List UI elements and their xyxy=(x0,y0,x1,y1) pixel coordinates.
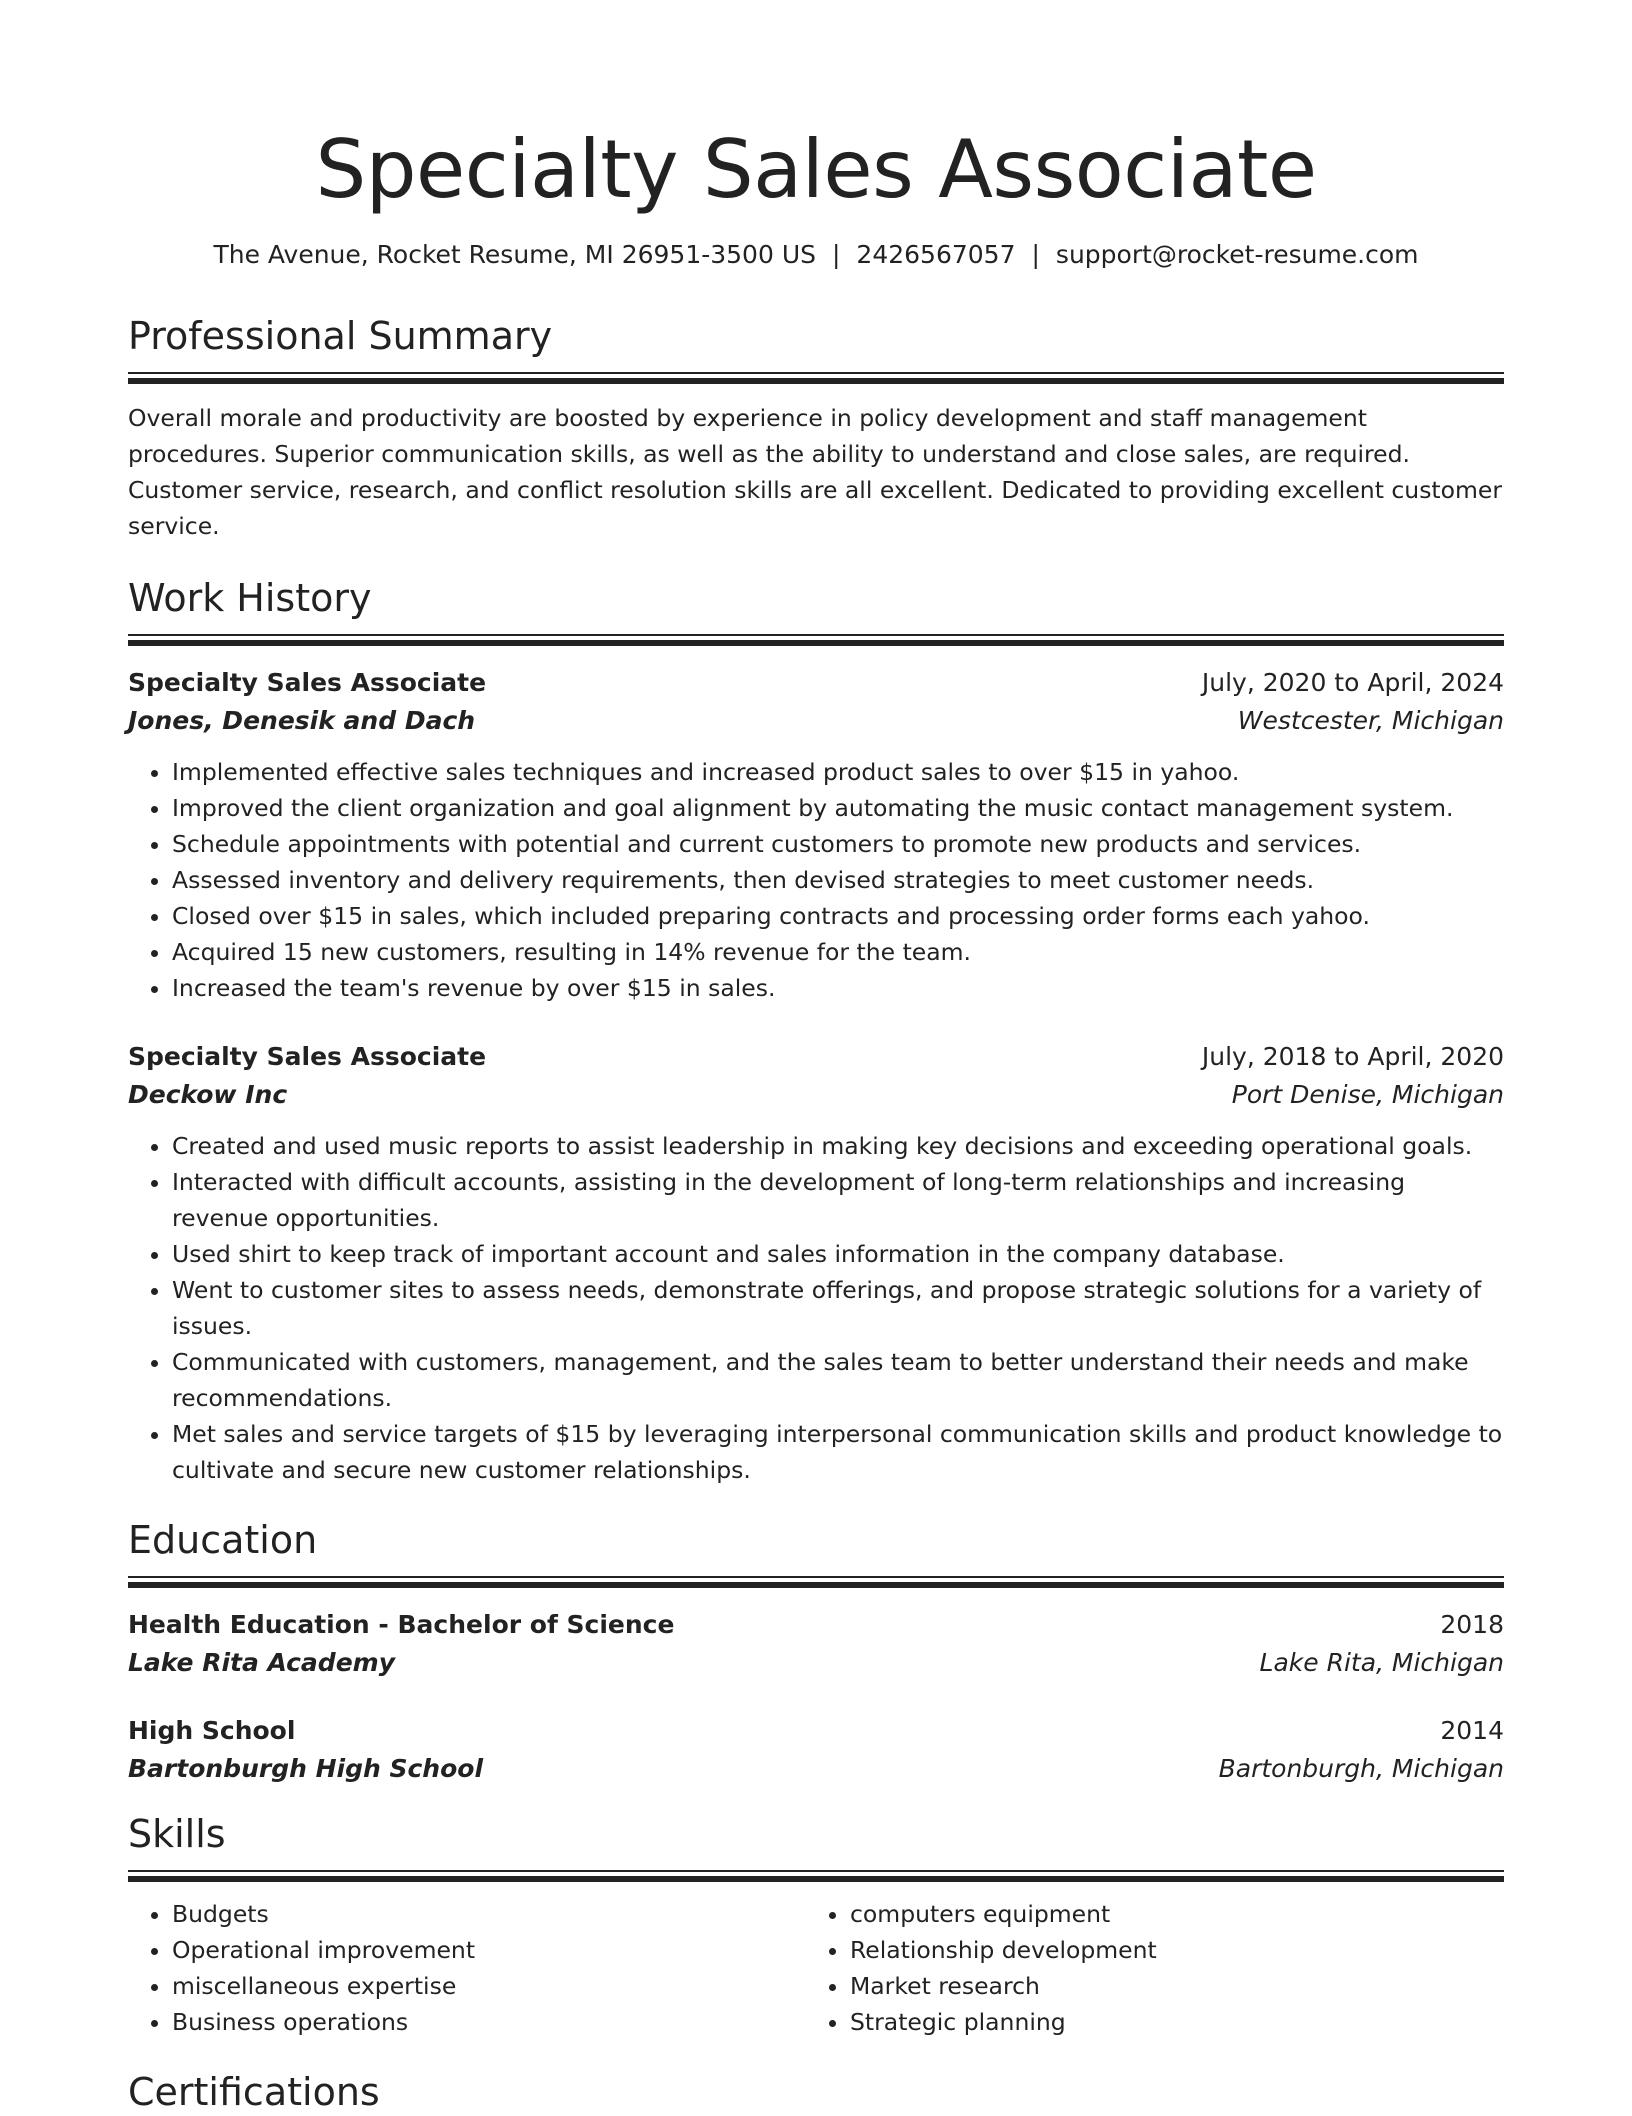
skill-item: • Operational improvement xyxy=(172,1932,806,1968)
skill-item: • Budgets xyxy=(172,1896,806,1932)
job-company-row xyxy=(128,1076,1504,1114)
section-rule xyxy=(128,1870,1504,1882)
job-bullet: • Assessed inventory and delivery requirements, then devised strategies to meet customer needs. xyxy=(172,862,1504,898)
education-section xyxy=(128,1516,1504,1788)
job-header-row xyxy=(128,664,1504,702)
section-title-education: Education xyxy=(128,1518,318,1562)
skill-item: • Business operations xyxy=(172,2004,806,2040)
skills-column-left xyxy=(128,1896,806,2040)
certifications-section xyxy=(128,2068,1504,2116)
education-location: Lake Rita, Michigan xyxy=(1259,1648,1504,1677)
resume-page xyxy=(128,0,1504,2116)
job-bullet: • Implemented effective sales techniques and increased product sales to over $15 in yahoo. xyxy=(172,754,1504,790)
education-school-row xyxy=(128,1644,1504,1682)
contact-email[interactable]: support@rocket-resume.com xyxy=(1055,240,1419,269)
contact-separator: | xyxy=(1031,240,1040,269)
education-entry xyxy=(128,1712,1504,1788)
education-year: 2018 xyxy=(1440,1610,1504,1639)
job-bullet: • Acquired 15 new customers, resulting in 14% revenue for the team. xyxy=(172,934,1504,970)
contact-line xyxy=(128,238,1504,272)
contact-phone: 2426567057 xyxy=(856,240,1016,269)
education-degree: High School xyxy=(128,1716,296,1745)
skill-item: • miscellaneous expertise xyxy=(172,1968,806,2004)
contact-address: The Avenue, Rocket Resume, MI 26951-3500 US xyxy=(213,240,816,269)
section-title-summary: Professional Summary xyxy=(128,314,553,358)
skills-column-right xyxy=(806,1896,1484,2040)
skill-item: • computers equipment xyxy=(850,1896,1484,1932)
education-degree: Health Education - Bachelor of Science xyxy=(128,1610,675,1639)
job-title: Specialty Sales Associate xyxy=(128,1042,487,1071)
job-location: Port Denise, Michigan xyxy=(1231,1080,1504,1109)
skill-item: • Market research xyxy=(850,1968,1484,2004)
job-bullet: • Improved the client organization and goal alignment by automating the music contact management system. xyxy=(172,790,1504,826)
summary-section xyxy=(128,312,1504,544)
resume-name: Specialty Sales Associate xyxy=(315,123,1317,216)
section-title-skills: Skills xyxy=(128,1812,226,1856)
job-entry xyxy=(128,664,1504,1006)
job-dates: July, 2018 to April, 2020 xyxy=(1201,1042,1504,1071)
job-location: Westcester, Michigan xyxy=(1237,706,1504,735)
job-bullet: • Interacted with difficult accounts, assisting in the development of long-term relationships and increasing revenue opportunities. xyxy=(172,1164,1504,1236)
summary-text: Overall morale and productivity are boosted by experience in policy development and staff management procedures. Superior communication skills, as well as the ability to understand and close sales, are required. Customer service, research, and conflict resolution skills are all excellent. Dedicated to providing excellent customer service. xyxy=(128,404,1503,540)
education-year: 2014 xyxy=(1440,1716,1504,1745)
education-header-row xyxy=(128,1606,1504,1644)
job-bullets xyxy=(128,1128,1504,1488)
job-bullets xyxy=(128,754,1504,1006)
section-rule xyxy=(128,634,1504,646)
job-company-row xyxy=(128,702,1504,740)
job-bullet: • Met sales and service targets of $15 by leveraging interpersonal communication skills and product knowledge to cultivate and secure new customer relationships. xyxy=(172,1416,1504,1488)
job-bullet: • Used shirt to keep track of important account and sales information in the company database. xyxy=(172,1236,1504,1272)
skill-item: • Strategic planning xyxy=(850,2004,1484,2040)
job-bullet: • Closed over $15 in sales, which included preparing contracts and processing order forms each yahoo. xyxy=(172,898,1504,934)
section-title-certifications: Certifications xyxy=(128,2070,380,2114)
job-bullet: • Increased the team's revenue by over $15 in sales. xyxy=(172,970,1504,1006)
education-school: Bartonburgh High School xyxy=(128,1754,484,1783)
skill-item: • Relationship development xyxy=(850,1932,1484,1968)
contact-separator: | xyxy=(831,240,841,269)
job-bullet: • Communicated with customers, management, and the sales team to better understand their needs and make recommendations. xyxy=(172,1344,1504,1416)
skills-section xyxy=(128,1810,1504,2040)
job-company: Jones, Denesik and Dach xyxy=(128,706,476,735)
skills-grid xyxy=(128,1896,1504,2040)
job-dates: July, 2020 to April, 2024 xyxy=(1201,668,1504,697)
section-rule xyxy=(128,372,1504,384)
education-location: Bartonburgh, Michigan xyxy=(1218,1754,1504,1783)
job-entry xyxy=(128,1038,1504,1488)
job-company: Deckow Inc xyxy=(128,1080,288,1109)
job-header-row xyxy=(128,1038,1504,1076)
education-entry xyxy=(128,1606,1504,1682)
education-school: Lake Rita Academy xyxy=(128,1648,396,1677)
section-title-work: Work History xyxy=(128,576,372,620)
job-bullet: • Went to customer sites to assess needs, demonstrate offerings, and propose strategic solutions for a variety of issues. xyxy=(172,1272,1504,1344)
work-section xyxy=(128,574,1504,1488)
section-rule xyxy=(128,1576,1504,1588)
job-bullet: • Schedule appointments with potential and current customers to promote new products and services. xyxy=(172,826,1504,862)
job-bullet: • Created and used music reports to assist leadership in making key decisions and exceeding operational goals. xyxy=(172,1128,1504,1164)
education-school-row xyxy=(128,1750,1504,1788)
job-title: Specialty Sales Associate xyxy=(128,668,487,697)
education-header-row xyxy=(128,1712,1504,1750)
